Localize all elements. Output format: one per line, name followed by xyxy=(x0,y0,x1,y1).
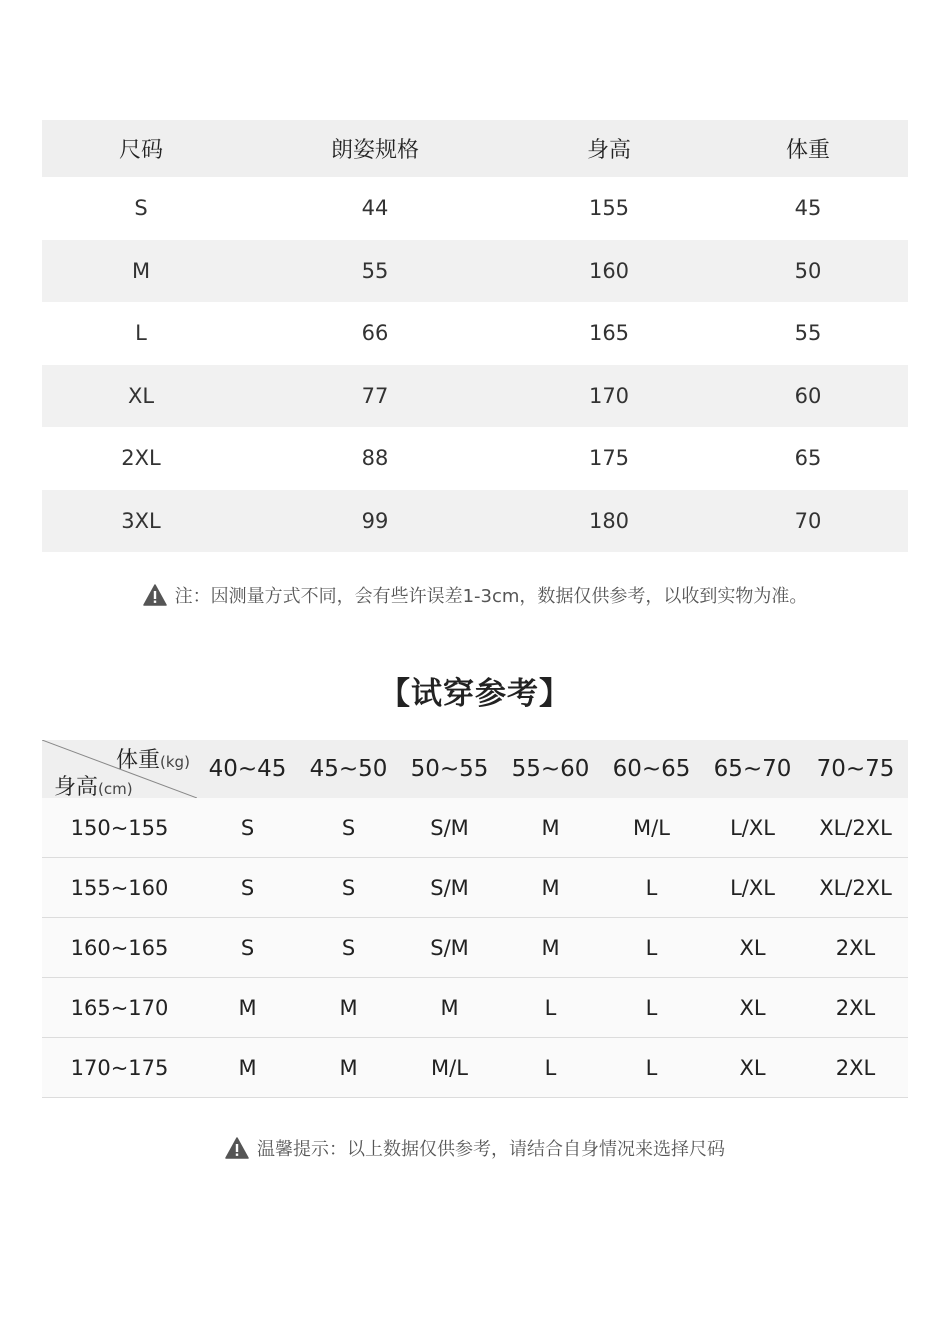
size-table-cell: 50 xyxy=(794,258,822,283)
size-table-row xyxy=(42,490,908,553)
fit-size-cell: M xyxy=(440,995,459,1020)
height-range-label: 150~155 xyxy=(70,815,169,840)
size-table-cell: 55 xyxy=(794,321,822,346)
weight-axis-label: 体重(kg) xyxy=(116,748,190,773)
size-table-row xyxy=(42,177,908,240)
size-table-cell: 175 xyxy=(588,446,630,471)
height-range-label: 170~175 xyxy=(70,1055,169,1080)
size-table-cell: 180 xyxy=(588,508,630,533)
warm-tip-text: 温馨提示：以上数据仅供参考，请结合自身情况来选择尺码 xyxy=(257,1139,725,1160)
size-table-cell: 65 xyxy=(794,446,822,471)
measurement-note xyxy=(0,582,950,608)
size-table-cell: 170 xyxy=(588,383,630,408)
fit-table-row xyxy=(42,978,908,1038)
fit-size-cell: S/M xyxy=(430,815,469,840)
fit-size-cell: 2XL xyxy=(835,935,876,960)
size-table-cell: 165 xyxy=(588,321,630,346)
fit-table-row xyxy=(42,918,908,978)
weight-range-header: 45~50 xyxy=(309,756,388,782)
size-table-cell: L xyxy=(135,321,147,346)
fit-size-cell: XL/2XL xyxy=(819,815,892,840)
fit-size-cell: 2XL xyxy=(835,995,876,1020)
fit-size-cell: M/L xyxy=(431,1055,468,1080)
size-table-cell: 45 xyxy=(794,196,822,221)
size-table-cell: 44 xyxy=(361,196,389,221)
weight-range-header: 60~65 xyxy=(612,756,691,782)
fit-size-cell: M xyxy=(339,995,358,1020)
fit-size-cell: S xyxy=(240,935,255,960)
fit-size-cell: 2XL xyxy=(835,1055,876,1080)
size-table-cell: XL xyxy=(127,383,155,408)
size-table xyxy=(42,120,908,552)
height-axis-label: 身高(cm) xyxy=(54,775,133,800)
header-size: 尺码 xyxy=(118,138,163,163)
size-table-cell: 55 xyxy=(361,258,389,283)
warning-icon xyxy=(143,584,167,606)
fit-size-cell: L/XL xyxy=(730,815,775,840)
height-range-label: 160~165 xyxy=(70,935,169,960)
size-table-cell: 60 xyxy=(794,383,822,408)
size-table-cell: 66 xyxy=(361,321,389,346)
fit-size-cell: M xyxy=(541,815,560,840)
header-weight: 体重 xyxy=(785,138,830,163)
size-table-cell: 77 xyxy=(361,383,389,408)
warning-icon xyxy=(225,1137,249,1159)
fit-size-cell: L xyxy=(645,1055,658,1080)
size-table-cell: 155 xyxy=(588,196,630,221)
fit-size-cell: M xyxy=(541,935,560,960)
fit-size-cell: XL xyxy=(739,935,766,960)
fit-size-cell: XL xyxy=(739,995,766,1020)
size-table-row xyxy=(42,302,908,365)
fit-table-row xyxy=(42,858,908,918)
fit-size-cell: S xyxy=(341,935,356,960)
fit-size-cell: XL/2XL xyxy=(819,875,892,900)
fit-size-cell: M xyxy=(238,995,257,1020)
fit-reference-table xyxy=(42,740,908,1098)
header-height: 身高 xyxy=(586,138,631,163)
height-range-label: 165~170 xyxy=(70,995,169,1020)
weight-range-header: 70~75 xyxy=(816,756,895,782)
fit-size-cell: S/M xyxy=(430,875,469,900)
fit-size-cell: M/L xyxy=(633,815,670,840)
fit-size-cell: S xyxy=(341,815,356,840)
warm-tip-note xyxy=(0,1135,950,1161)
height-range-label: 155~160 xyxy=(70,875,169,900)
fit-size-cell: S xyxy=(240,875,255,900)
size-table-cell: 70 xyxy=(794,508,822,533)
fit-table-corner xyxy=(42,740,197,798)
size-table-row xyxy=(42,240,908,303)
fit-table-row xyxy=(42,798,908,858)
fit-size-cell: L xyxy=(544,995,557,1020)
weight-range-header: 65~70 xyxy=(713,756,792,782)
fit-size-cell: L/XL xyxy=(730,875,775,900)
fit-size-cell: S/M xyxy=(430,935,469,960)
fit-size-cell: M xyxy=(541,875,560,900)
size-table-row xyxy=(42,365,908,428)
fit-size-cell: S xyxy=(341,875,356,900)
size-table-cell: 88 xyxy=(361,446,389,471)
size-table-cell: 99 xyxy=(361,508,389,533)
size-table-header xyxy=(42,120,908,177)
fit-size-cell: S xyxy=(240,815,255,840)
fit-size-cell: L xyxy=(645,995,658,1020)
weight-range-header: 50~55 xyxy=(410,756,489,782)
fit-table-row xyxy=(42,1038,908,1098)
fit-size-cell: M xyxy=(238,1055,257,1080)
size-table-cell: 2XL xyxy=(121,446,161,471)
size-table-cell: M xyxy=(131,258,151,283)
weight-range-header: 55~60 xyxy=(511,756,590,782)
size-table-cell: S xyxy=(134,196,148,221)
fit-size-cell: XL xyxy=(739,1055,766,1080)
fit-size-cell: L xyxy=(544,1055,557,1080)
fit-size-cell: L xyxy=(645,875,658,900)
size-table-cell: 3XL xyxy=(121,508,161,533)
fit-reference-title: 【试穿参考】 xyxy=(379,676,571,712)
size-table-row xyxy=(42,427,908,490)
header-brand-spec: 朗姿规格 xyxy=(330,138,419,163)
fit-table-header xyxy=(42,740,908,798)
size-table-cell: 160 xyxy=(588,258,630,283)
fit-size-cell: L xyxy=(645,935,658,960)
measurement-note-text: 注：因测量方式不同，会有些许误差1-3cm，数据仅供参考，以收到实物为准。 xyxy=(174,586,808,607)
fit-size-cell: M xyxy=(339,1055,358,1080)
weight-range-header: 40~45 xyxy=(208,756,287,782)
